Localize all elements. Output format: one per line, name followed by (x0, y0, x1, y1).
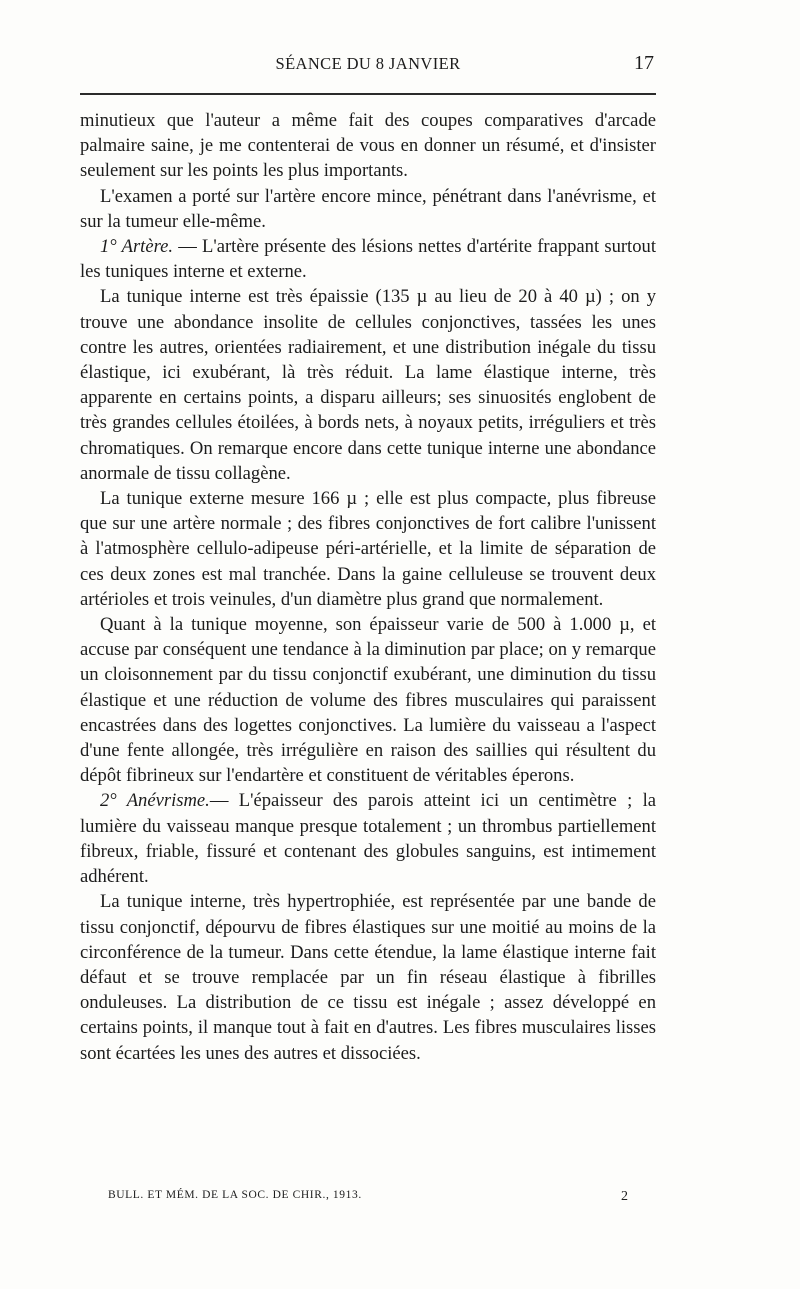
page-number: 17 (634, 52, 654, 74)
paragraph-tunique-interne-anevrisme: La tunique interne, très hypertrophiée, est représentée par une bande de tissu conjonctif, dépourvu de fibres élastiques sur une moitié au moins de la circonférence de la tumeur. Dans cette étendue, la lame élastique interne fait défaut et se trouve remplacée par un fin réseau élastique à fibrilles onduleuses. La distribution de ce tissu est inégale ; assez développé en certains points, il manque tout à fait en d'autres. Les fibres musculaires lisses sont écartées les unes des autres et dissociées. (80, 891, 656, 1064)
paragraph-continuation: minutieux que l'auteur a même fait des coupes comparatives d'arcade palmaire saine, je me contenterai de vous en donner un résumé, et d'insister seulement sur les points les plus importants. (80, 110, 656, 182)
paragraph-examen: L'examen a porté sur l'artère encore mince, pénétrant dans l'anévrisme, et sur la tumeur elle-même. (80, 185, 656, 232)
paragraph-tunique-externe: La tunique externe mesure 166 µ ; elle est plus compacte, plus fibreuse que sur une artère normale ; des fibres conjonctives de fort calibre l'unissent à l'atmosphère cellulo-adipeuse péri-artérielle, et la limite de séparation de ces deux zones est mal tranchée. Dans la gaine celluleuse se trouvent deux artérioles et trois veinules, d'un diamètre plus grand que normalement. (80, 488, 656, 610)
paragraph-artere-text: — L'artère présente des lésions nettes d'artérite frappant surtout les tuniques interne et externe. (80, 236, 656, 283)
signature-mark: 2 (621, 1189, 628, 1204)
paragraph-artere (80, 234, 656, 284)
paragraph-tunique-interne: La tunique interne est très épaissie (135 µ au lieu de 20 à 40 µ) ; on y trouve une abondance insolite de cellules conjonctives, tassées les unes contre les autres, orientées radiairement, et une distribution inégale du tissu élastique, ici exubérant, là très réduit. La lame élastique interne, très apparente en certains points, a disparu ailleurs; ses sinuosités englobent de très grandes cellules étoilées, à bords nets, à noyaux petits, irréguliers et très chromatiques. On remarque encore dans cette tunique interne une abondance anormale de tissu collagène. (80, 286, 656, 484)
header-rule (80, 93, 656, 95)
paragraph-anevrisme (80, 788, 656, 889)
footer-journal: BULL. ET MÉM. DE LA SOC. DE CHIR., 1913. (108, 1189, 362, 1201)
body-text (80, 108, 656, 1066)
running-head (80, 54, 656, 80)
section-label-artere: 1° Artère. (100, 236, 174, 258)
section-label-anevrisme: 2° Anévrisme. (100, 790, 210, 812)
page-footer (108, 1189, 628, 1211)
paragraph-anevrisme-text: — L'épaisseur des parois atteint ici un centimètre ; la lumière du vaisseau manque presque totalement ; un thrombus partiellement fibreux, friable, fissuré et contenant des globules sanguins, est intimement adhérent. (80, 790, 656, 888)
running-title: SÉANCE DU 8 JANVIER (275, 54, 461, 73)
paragraph-tunique-moyenne: Quant à la tunique moyenne, son épaisseur varie de 500 à 1.000 µ, et accuse par conséquent une tendance à la diminution par place; on y remarque un cloisonnement par du tissu conjonctif exubérant, une diminution du tissu élastique et une réduction de volume des fibres musculaires qui paraissent encastrées dans des logettes conjonctives. La lumière du vaisseau a l'aspect d'une fente allongée, très irrégulière en raison des saillies qui résultent du dépôt fibrineux sur l'endartère et constituent de véritables éperons. (80, 614, 656, 787)
